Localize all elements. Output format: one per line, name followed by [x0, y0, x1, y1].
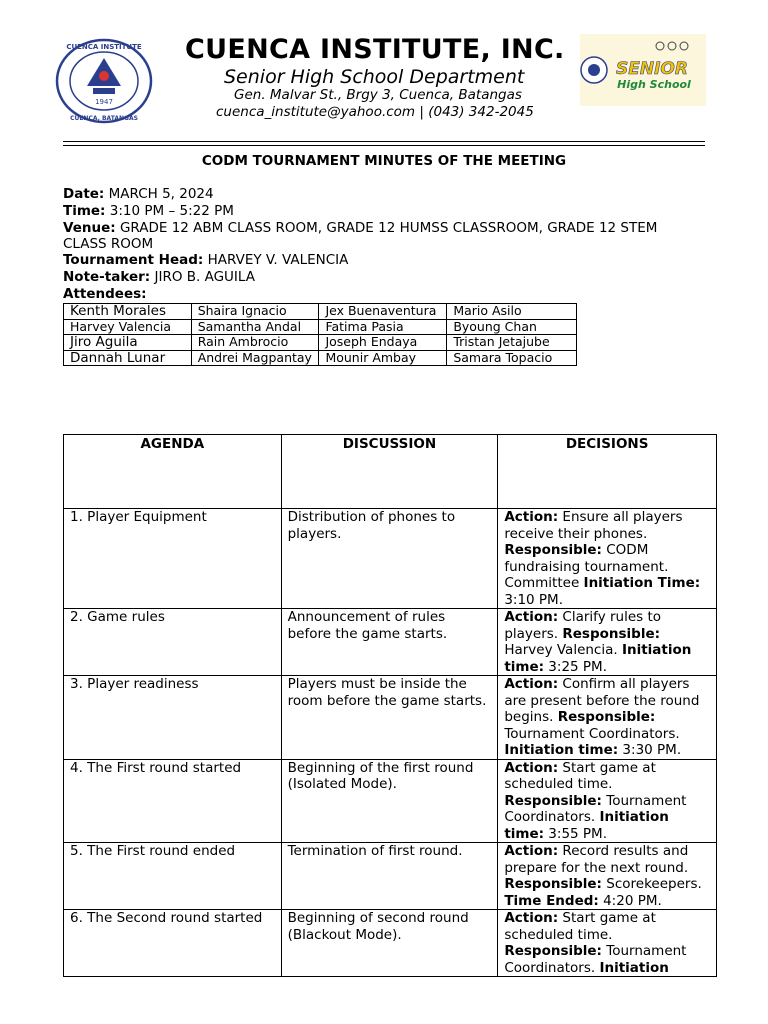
table-row: [64, 910, 717, 977]
attendees-label: Attendees:: [63, 286, 147, 302]
table-row: [64, 509, 717, 609]
svg-text:CUENCA, BATANGAS: CUENCA, BATANGAS: [70, 115, 138, 122]
svg-text:High School: High School: [617, 78, 691, 91]
table-row: [64, 304, 577, 320]
table-row: [64, 335, 577, 351]
tournament-head-line: Tournament Head: HARVEY V. VALENCIA: [63, 252, 349, 268]
attendee-cell: Tristan Jetajube: [447, 335, 577, 351]
attendee-cell: Samantha Andal: [191, 319, 319, 335]
decision-cell: Action: Start game at scheduled time. Responsible: Tournament Coordinators. Initiation time: 3:55 PM.: [498, 759, 717, 843]
agenda-table: [63, 434, 717, 977]
venue-line-continued: CLASS ROOM: [63, 236, 154, 252]
attendees-table: [63, 303, 577, 366]
table-row: [64, 319, 577, 335]
document-title: CODM TOURNAMENT MINUTES OF THE MEETING: [201, 153, 567, 169]
discussion-cell: Beginning of the first round (Isolated Mode).: [281, 759, 498, 843]
attendee-cell: Kenth Morales: [64, 304, 192, 320]
agenda-cell: 6. The Second round started: [64, 910, 282, 977]
discussion-cell: Termination of first round.: [281, 843, 498, 910]
table-row: [64, 609, 717, 676]
agenda-header: AGENDA: [64, 435, 282, 509]
note-taker-line: Note-taker: JIRO B. AGUILA: [63, 269, 255, 285]
attendee-cell: Harvey Valencia: [64, 319, 192, 335]
institution-name: CUENCA INSTITUTE, INC.: [185, 34, 565, 65]
table-row: [64, 843, 717, 910]
agenda-cell: 4. The First round started: [64, 759, 282, 843]
discussion-header: DISCUSSION: [281, 435, 498, 509]
attendee-cell: Fatima Pasia: [319, 319, 447, 335]
discussion-cell: Beginning of second round (Blackout Mode).: [281, 910, 498, 977]
attendee-cell: Rain Ambrocio: [191, 335, 319, 351]
attendee-cell: Mounir Ambay: [319, 350, 447, 366]
attendee-cell: Byoung Chan: [447, 319, 577, 335]
school-seal-logo: [55, 38, 153, 124]
svg-text:CUENCA INSTITUTE: CUENCA INSTITUTE: [66, 43, 142, 51]
attendee-cell: Dannah Lunar: [64, 350, 192, 366]
attendee-cell: Shaira Ignacio: [191, 304, 319, 320]
time-line: Time: 3:10 PM – 5:22 PM: [63, 203, 234, 219]
decision-cell: Action: Ensure all players receive their phones. Responsible: CODM fundraising tournament. Committee Initiation Time: 3:10 PM.: [498, 509, 717, 609]
department-name: Senior High School Department: [224, 66, 525, 88]
senior-high-school-logo: [580, 34, 706, 106]
svg-text:1947: 1947: [95, 98, 113, 106]
attendee-cell: Samara Topacio: [447, 350, 577, 366]
attendee-cell: Mario Asilo: [447, 304, 577, 320]
attendee-cell: Jex Buenaventura: [319, 304, 447, 320]
decisions-header: DECISIONS: [498, 435, 717, 509]
decision-cell: Action: Clarify rules to players. Responsible: Harvey Valencia. Initiation time: 3:25 PM.: [498, 609, 717, 676]
date-line: Date: MARCH 5, 2024: [63, 186, 214, 202]
agenda-cell: 3. Player readiness: [64, 676, 282, 760]
institution-contact: cuenca_institute@yahoo.com | (043) 342-2045: [216, 104, 534, 120]
table-row: [64, 676, 717, 760]
table-row: [64, 350, 577, 366]
attendee-cell: Joseph Endaya: [319, 335, 447, 351]
table-header-row: [64, 435, 717, 509]
venue-line: Venue: GRADE 12 ABM CLASS ROOM, GRADE 12 HUMSS CLASSROOM, GRADE 12 STEM: [63, 220, 658, 236]
agenda-cell: 2. Game rules: [64, 609, 282, 676]
attendee-cell: Jiro Aguila: [64, 335, 192, 351]
agenda-cell: 1. Player Equipment: [64, 509, 282, 609]
institution-address: Gen. Malvar St., Brgy 3, Cuenca, Batangas: [234, 87, 522, 103]
table-row: [64, 759, 717, 843]
decision-cell: Action: Record results and prepare for the next round. Responsible: Scorekeepers. Time Ended: 4:20 PM.: [498, 843, 717, 910]
discussion-cell: Distribution of phones to players.: [281, 509, 498, 609]
agenda-cell: 5. The First round ended: [64, 843, 282, 910]
discussion-cell: Players must be inside the room before the game starts.: [281, 676, 498, 760]
header-divider-top: [63, 141, 705, 142]
header-divider-bottom: [63, 145, 705, 146]
decision-cell: Action: Confirm all players are present before the round begins. Responsible: Tournament Coordinators. Initiation time: 3:30 PM.: [498, 676, 717, 760]
svg-text:SENIOR: SENIOR: [616, 59, 688, 79]
discussion-cell: Announcement of rules before the game starts.: [281, 609, 498, 676]
decision-cell: Action: Start game at scheduled time. Responsible: Tournament Coordinators. Initiation: [498, 910, 717, 977]
attendee-cell: Andrei Magpantay: [191, 350, 319, 366]
